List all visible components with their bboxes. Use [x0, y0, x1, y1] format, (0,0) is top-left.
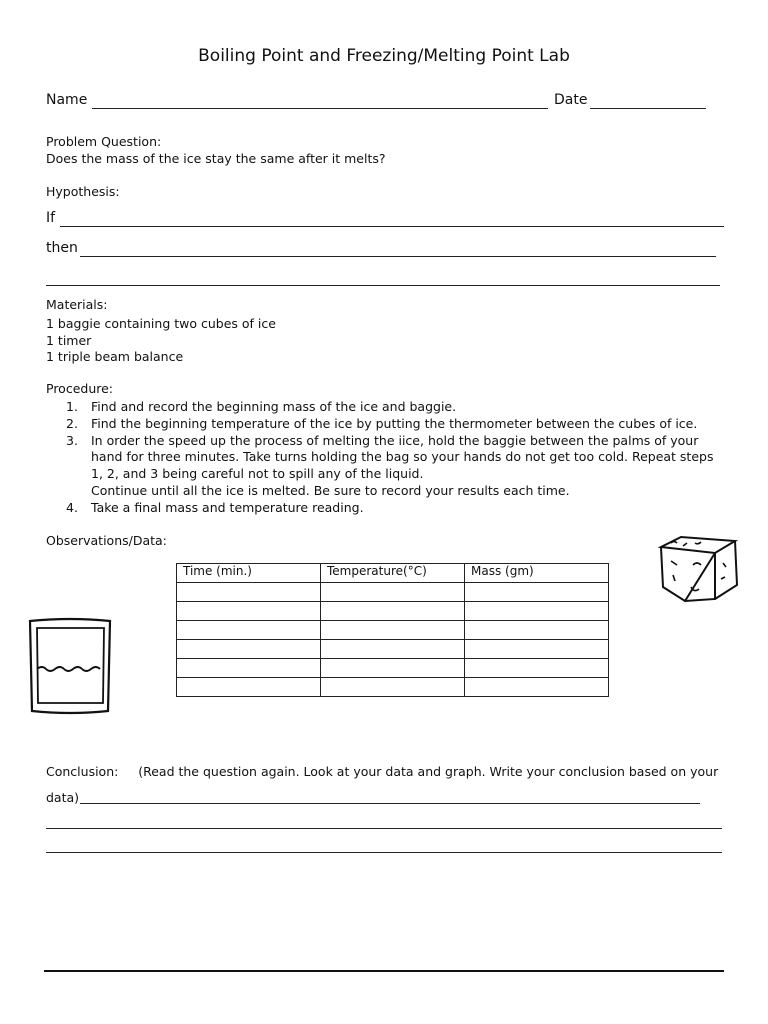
hypothesis-if-label: If	[46, 210, 56, 226]
table-cell[interactable]	[321, 621, 465, 640]
observations-heading: Observations/Data:	[46, 533, 167, 548]
materials-item: 1 baggie containing two cubes of ice	[46, 316, 276, 331]
conclusion-continuation: data)	[46, 790, 80, 805]
materials-item: 1 timer	[46, 332, 92, 348]
procedure-step-number: 3.	[66, 432, 78, 448]
table-cell[interactable]	[177, 659, 321, 678]
table-cell[interactable]	[321, 583, 465, 602]
date-label: Date	[554, 92, 588, 108]
column-header-time: Time (min.)	[177, 564, 321, 583]
procedure-step-text: Continue until all the ice is melted. Be sure to record your results each time.	[91, 482, 570, 498]
table-cell[interactable]	[321, 640, 465, 659]
procedure-step-number: 4.	[66, 499, 78, 515]
table-cell[interactable]	[177, 621, 321, 640]
column-header-temperature: Temperature(°C)	[321, 564, 465, 583]
name-field[interactable]	[92, 108, 548, 109]
conclusion-line-1[interactable]	[80, 803, 700, 804]
problem-question: Does the mass of the ice stay the same after it melts?	[46, 151, 386, 166]
conclusion-prompt: (Read the question again. Look at your data and graph. Write your conclusion based on your	[138, 764, 719, 779]
table-cell[interactable]	[465, 659, 609, 678]
table-cell[interactable]	[465, 640, 609, 659]
table-cell[interactable]	[177, 678, 321, 697]
table-header-row	[177, 564, 609, 583]
table-cell[interactable]	[321, 678, 465, 697]
table-row	[177, 583, 609, 602]
procedure-step	[66, 399, 716, 416]
procedure-step-number: 1.	[66, 399, 78, 414]
table-cell[interactable]	[177, 640, 321, 659]
materials-item: 1 triple beam balance	[46, 349, 184, 364]
column-header-mass: Mass (gm)	[465, 564, 609, 583]
procedure-step-text: In order the speed up the process of melting the iice, hold the baggie between the palms of your hand for three minutes. Take turns holding the bag so your hands do not get too cold. Repeat steps 1, 2, and 3 being careful not to spill any of the liquid.	[91, 432, 714, 482]
conclusion-line-3[interactable]	[46, 852, 722, 853]
procedure-step-text: Take a final mass and temperature reading.	[91, 499, 364, 515]
hypothesis-if-line[interactable]	[60, 226, 724, 227]
table-cell[interactable]	[465, 621, 609, 640]
table-cell[interactable]	[465, 602, 609, 621]
procedure-step	[66, 416, 716, 433]
data-table	[176, 563, 609, 697]
table-row	[177, 602, 609, 621]
materials-list	[46, 316, 276, 366]
procedure-step-number	[66, 483, 91, 500]
procedure-step	[66, 500, 716, 517]
table-row	[177, 640, 609, 659]
table-cell[interactable]	[465, 678, 609, 697]
table-row	[177, 621, 609, 640]
procedure-step	[66, 433, 716, 483]
table-cell[interactable]	[177, 583, 321, 602]
procedure-step-number: 2.	[66, 415, 78, 431]
problem-heading: Problem Question:	[46, 134, 162, 149]
beaker-of-water-icon	[24, 615, 116, 719]
bottom-divider	[44, 970, 724, 972]
name-label: Name	[46, 92, 88, 108]
conclusion-line-2[interactable]	[46, 828, 722, 829]
table-row	[177, 659, 609, 678]
conclusion-heading: Conclusion:	[46, 764, 119, 779]
date-field[interactable]	[590, 108, 706, 109]
hypothesis-heading: Hypothesis:	[46, 184, 120, 199]
hypothesis-extra-line[interactable]	[46, 285, 720, 286]
procedure-heading: Procedure:	[46, 381, 114, 396]
procedure-step	[66, 483, 716, 500]
table-cell[interactable]	[465, 583, 609, 602]
table-row	[177, 678, 609, 697]
procedure-step-text: Find the beginning temperature of the ice by putting the thermometer between the cubes of ice.	[91, 415, 698, 431]
hypothesis-then-line[interactable]	[80, 256, 716, 257]
ice-cube-icon	[655, 533, 745, 607]
table-cell[interactable]	[321, 659, 465, 678]
materials-heading: Materials:	[46, 297, 108, 312]
table-cell[interactable]	[321, 602, 465, 621]
procedure-list	[66, 399, 716, 517]
hypothesis-then-label: then	[46, 240, 78, 256]
page-title: Boiling Point and Freezing/Melting Point Lab	[198, 46, 570, 66]
procedure-step-text: Find and record the beginning mass of the ice and baggie.	[91, 399, 457, 414]
conclusion-prompt-line	[46, 764, 726, 779]
table-cell[interactable]	[177, 602, 321, 621]
